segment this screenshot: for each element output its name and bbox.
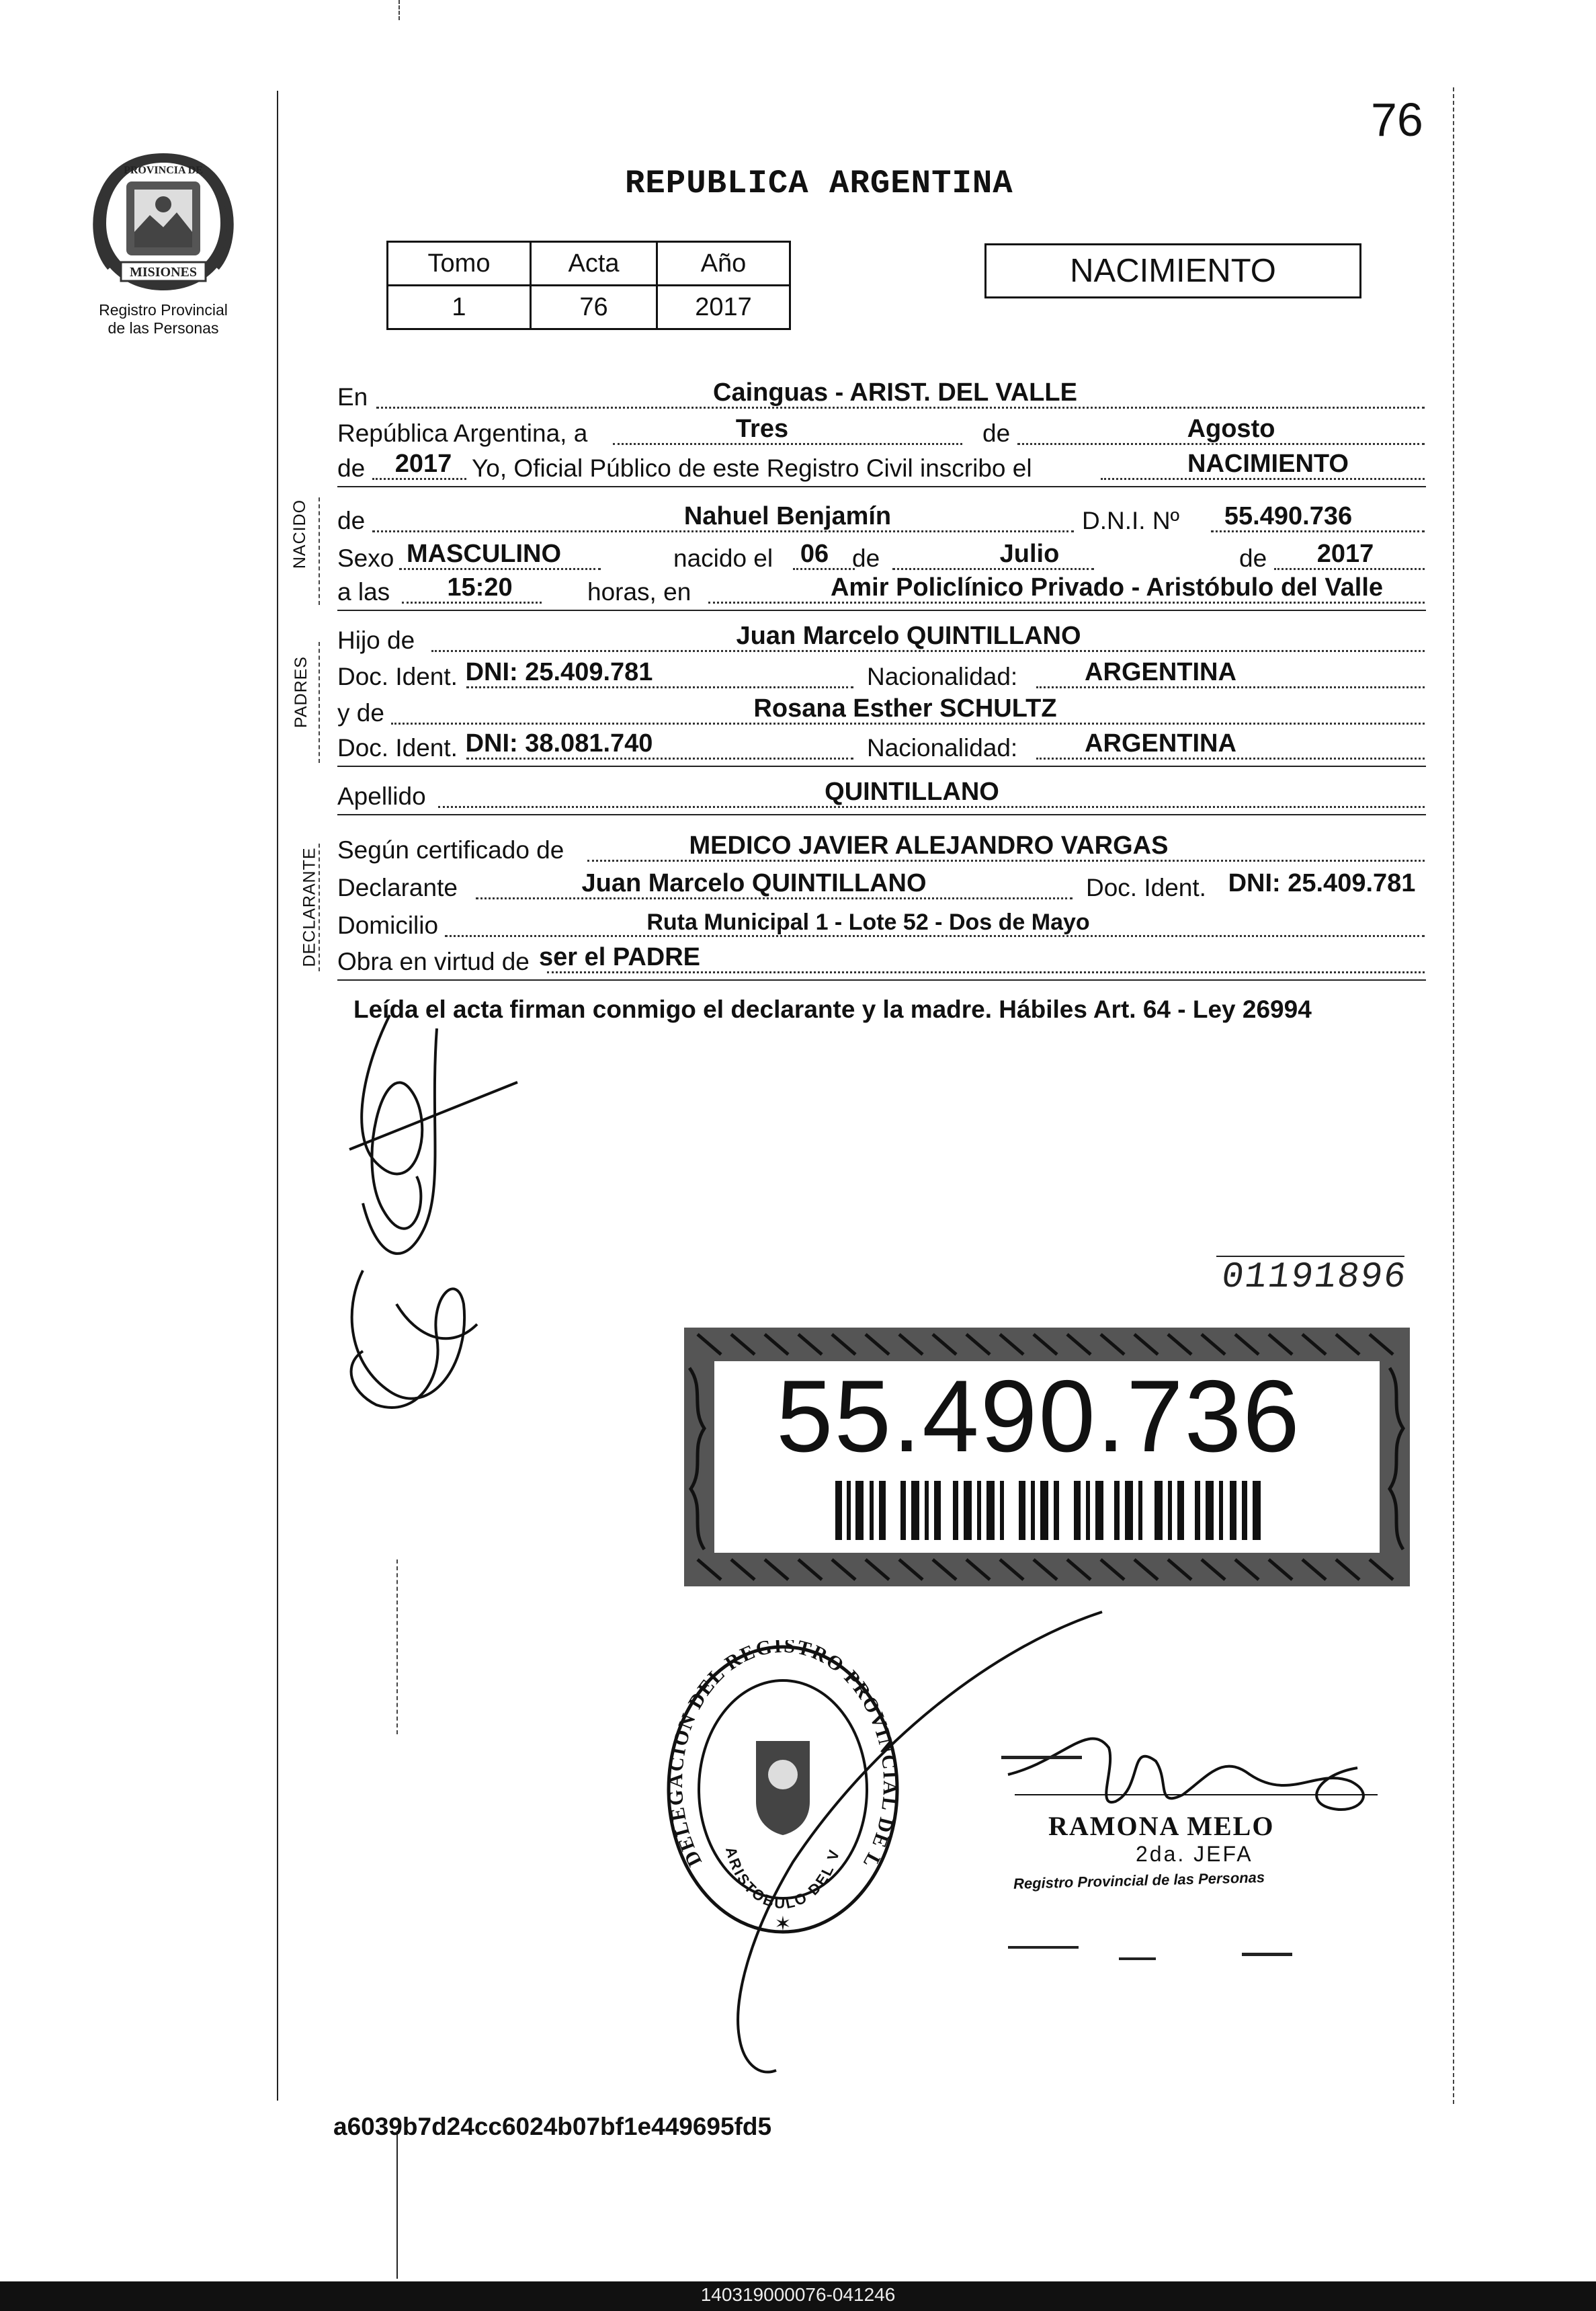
day-value: Tres bbox=[735, 415, 789, 443]
left-margin-line bbox=[277, 91, 278, 2101]
en-label: En bbox=[337, 383, 368, 411]
field-row-time bbox=[337, 570, 1426, 609]
seal-outer-text: DELEGACION DEL REGISTRO PROVINCIAL DE L bbox=[664, 1640, 902, 1873]
father-doc-value: DNI: 25.409.781 bbox=[465, 658, 653, 686]
footer-code: 140319000076-041246 bbox=[700, 2284, 896, 2305]
field-row-date bbox=[337, 411, 1426, 450]
record-type-box: NACIMIENTO bbox=[984, 243, 1361, 298]
republica-label: República Argentina, a bbox=[337, 419, 588, 447]
field-row-mother-doc bbox=[337, 726, 1426, 765]
father-name-value: Juan Marcelo QUINTILLANO bbox=[736, 622, 1081, 650]
section-divider bbox=[337, 814, 1426, 815]
official-title: 2da. JEFA bbox=[1136, 1842, 1253, 1866]
section-label-padres: PADRES bbox=[291, 656, 310, 728]
field-row-declarant bbox=[337, 866, 1426, 905]
declarante-bracket bbox=[319, 844, 320, 971]
section-label-declarante: DECLARANTE bbox=[300, 847, 319, 967]
sexo-value: MASCULINO bbox=[406, 540, 562, 568]
mother-doc-value: DNI: 38.081.740 bbox=[465, 729, 653, 758]
official-name: RAMONA MELO bbox=[1048, 1811, 1275, 1841]
field-row-certificate bbox=[337, 828, 1426, 867]
logo-caption bbox=[79, 301, 247, 337]
birth-day-value: 06 bbox=[800, 540, 829, 568]
year-value: 2017 bbox=[394, 450, 452, 478]
dni-label: D.N.I. Nº bbox=[1082, 507, 1180, 534]
field-row-father-doc bbox=[337, 655, 1426, 694]
hora-value: 15:20 bbox=[447, 573, 513, 602]
emblem-top-text: PROVINCIA DE bbox=[124, 165, 203, 176]
virtue-value: ser el PADRE bbox=[538, 943, 701, 971]
hora-label: a las bbox=[337, 578, 390, 606]
birthplace-value: Amir Policlínico Privado - Aristóbulo del Valle bbox=[830, 573, 1384, 602]
declarant-value: Juan Marcelo QUINTILLANO bbox=[581, 869, 927, 897]
year-label: de bbox=[337, 454, 366, 482]
id-number-sticker-text: 55.490.736 bbox=[776, 1359, 1301, 1473]
obra-label: Obra en virtud de bbox=[337, 948, 530, 975]
declarant-signature bbox=[336, 988, 538, 1459]
section-divider bbox=[337, 979, 1426, 981]
section-label-nacido: NACIDO bbox=[290, 499, 310, 569]
top-tick-line bbox=[398, 0, 400, 20]
right-margin-line bbox=[1453, 87, 1454, 2104]
mother-nationality-value: ARGENTINA bbox=[1085, 729, 1236, 758]
nacionalidad-label: Nacionalidad: bbox=[867, 734, 1018, 762]
domicilio-label: Domicilio bbox=[337, 911, 439, 939]
certificate-value: MEDICO JAVIER ALEJANDRO VARGAS bbox=[689, 832, 1169, 860]
field-row-virtue bbox=[337, 940, 1426, 979]
official-signature bbox=[712, 1607, 1398, 2091]
table-header-acta: Acta bbox=[531, 242, 657, 286]
left-inner-dash bbox=[396, 1559, 398, 1734]
bottom-tick-line bbox=[396, 2131, 398, 2279]
field-row-place bbox=[337, 375, 1426, 414]
field-row-surname bbox=[337, 774, 1426, 813]
child-name-value: Nahuel Benjamín bbox=[683, 502, 892, 530]
document-title: REPUBLICA ARGENTINA bbox=[625, 165, 1013, 202]
declarante-label: Declarante bbox=[337, 874, 458, 901]
field-row-father bbox=[337, 618, 1426, 657]
emblem-bottom-text: MISIONES bbox=[129, 265, 198, 280]
document-hash: a6039b7d24cc6024b07bf1e449695fd5 bbox=[333, 2113, 772, 2140]
field-row-address bbox=[337, 903, 1426, 942]
name-label: de bbox=[337, 507, 366, 534]
official-organization: Registro Provincial de las Personas bbox=[1013, 1869, 1265, 1892]
registry-table bbox=[386, 241, 791, 330]
declarant-doc-value: DNI: 25.409.781 bbox=[1228, 869, 1416, 897]
inscribo-value: NACIMIENTO bbox=[1187, 450, 1349, 478]
address-value: Ruta Municipal 1 - Lote 52 - Dos de Mayo bbox=[646, 909, 1090, 935]
place-value: Cainguas - ARIST. DEL VALLE bbox=[713, 378, 1077, 407]
province-emblem bbox=[79, 148, 247, 297]
mother-name-value: Rosana Esther SCHULTZ bbox=[753, 694, 1057, 723]
table-value-tomo: 1 bbox=[388, 286, 531, 329]
table-header-anio: Año bbox=[657, 242, 790, 286]
scribble-mark bbox=[1001, 1756, 1082, 1759]
hijo-label: Hijo de bbox=[337, 626, 415, 654]
section-divider bbox=[337, 610, 1426, 611]
nacido-label: nacido el bbox=[673, 544, 773, 572]
section-divider bbox=[337, 486, 1426, 487]
table-value-anio: 2017 bbox=[657, 286, 790, 329]
page-number: 76 bbox=[1371, 93, 1423, 146]
field-row-name bbox=[337, 499, 1426, 538]
table-header-tomo: Tomo bbox=[388, 242, 531, 286]
apellido-label: Apellido bbox=[337, 782, 426, 810]
serial-stamp: 01191896 bbox=[1218, 1257, 1410, 1298]
oficial-text: Yo, Oficial Público de este Registro Civil inscribo el bbox=[472, 454, 1032, 482]
table-value-acta: 76 bbox=[531, 286, 657, 329]
field-row-mother bbox=[337, 691, 1426, 730]
sexo-label: Sexo bbox=[337, 544, 394, 572]
doc-label: Doc. Ident. bbox=[337, 734, 458, 762]
nacido-bracket bbox=[319, 497, 320, 605]
surname-value: QUINTILLANO bbox=[825, 778, 999, 806]
horas-en-label: horas, en bbox=[587, 578, 691, 606]
month-value: Agosto bbox=[1187, 415, 1275, 443]
seal-inner-text: ARISTOBULO DEL V bbox=[722, 1844, 843, 1912]
doc-label: Doc. Ident. bbox=[1086, 874, 1206, 901]
father-nationality-value: ARGENTINA bbox=[1085, 658, 1236, 686]
birth-month-value: Julio bbox=[999, 540, 1060, 568]
footer-dash bbox=[1008, 1946, 1079, 1949]
nacionalidad-label: Nacionalidad: bbox=[867, 663, 1018, 690]
legal-note: Leída el acta firman conmigo el declarante y la madre. Hábiles Art. 64 - Ley 26994 bbox=[353, 996, 1312, 1023]
de-label: de bbox=[982, 419, 1011, 447]
padres-bracket bbox=[319, 642, 320, 763]
footer-dash bbox=[1242, 1953, 1292, 1956]
certificado-label: Según certificado de bbox=[337, 836, 564, 864]
logo-caption-line1: Registro Provincial bbox=[99, 301, 228, 319]
logo-caption-line2: de las Personas bbox=[108, 319, 219, 337]
birth-year-value: 2017 bbox=[1316, 540, 1374, 568]
de-label: de bbox=[852, 544, 880, 572]
de-label: de bbox=[1239, 544, 1267, 572]
yde-label: y de bbox=[337, 699, 384, 727]
footer-dash bbox=[1119, 1957, 1156, 1960]
field-row-year bbox=[337, 446, 1426, 485]
doc-label: Doc. Ident. bbox=[337, 663, 458, 690]
dni-value: 55.490.736 bbox=[1224, 502, 1353, 530]
section-divider bbox=[337, 766, 1426, 767]
svg-text:✶: ✶ bbox=[774, 1913, 792, 1935]
